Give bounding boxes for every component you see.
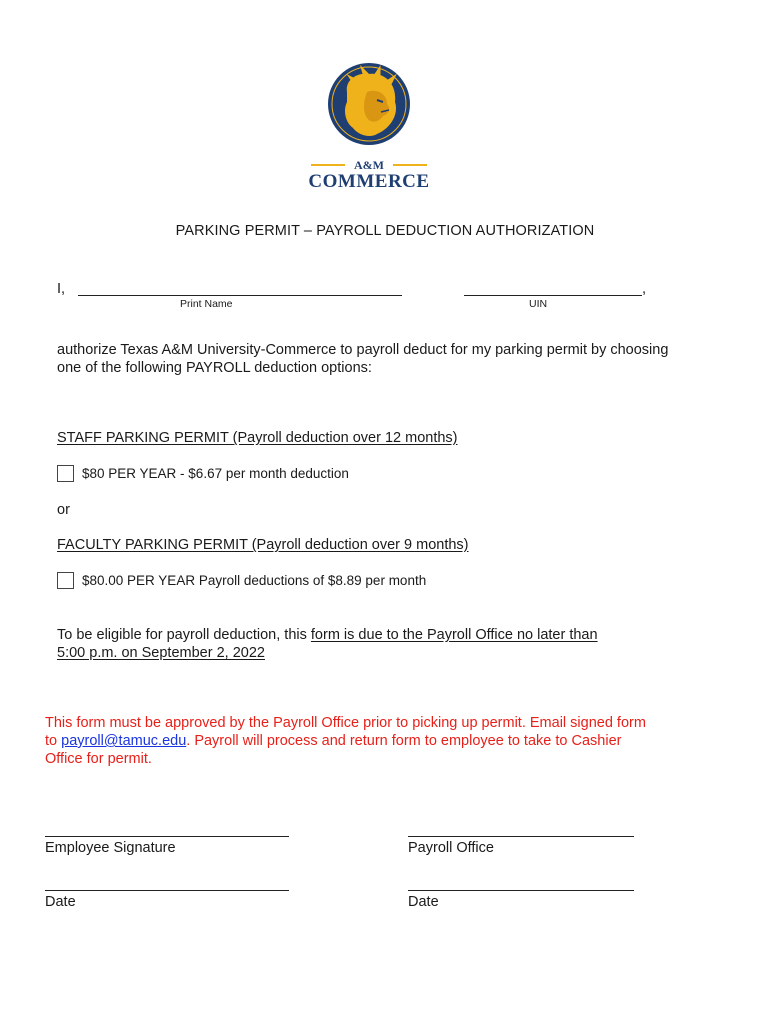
- authorize-line-2: one of the following PAYROLL deduction options:: [57, 360, 372, 376]
- print-name-field[interactable]: [78, 295, 402, 296]
- lion-seal-icon: [307, 62, 431, 192]
- employee-signature-label: Employee Signature: [45, 840, 176, 856]
- authorization-paragraph: [57, 341, 668, 377]
- faculty-option-checkbox[interactable]: [57, 572, 74, 589]
- wordmark-bottom: COMMERCE: [308, 171, 430, 192]
- payroll-date-field[interactable]: [408, 890, 634, 891]
- payroll-date-label: Date: [408, 894, 439, 910]
- staff-option-checkbox[interactable]: [57, 465, 74, 482]
- uin-label: UIN: [529, 298, 548, 310]
- employee-date-field[interactable]: [45, 890, 289, 891]
- university-logo: [307, 62, 431, 192]
- faculty-option-label: $80.00 PER YEAR Payroll deductions of $8.89 per month: [82, 573, 427, 588]
- approval-notice: [45, 714, 646, 768]
- eligibility-deadline-part1: form is due to the Payroll Office no later than: [310, 627, 598, 643]
- uin-field[interactable]: [464, 295, 642, 296]
- payroll-office-field[interactable]: [408, 836, 634, 837]
- notice-line-3: Office for permit.: [45, 751, 152, 767]
- staff-heading: STAFF PARKING PERMIT (Payroll deduction over 12 months): [57, 430, 458, 446]
- uin-comma: ,: [642, 281, 647, 297]
- notice-to: to: [45, 733, 62, 749]
- i-prefix: I,: [57, 281, 66, 297]
- staff-option-label: $80 PER YEAR - $6.67 per month deduction: [82, 466, 349, 481]
- eligibility-prefix: To be eligible for payroll deduction, this: [57, 627, 311, 643]
- faculty-heading: FACULTY PARKING PERMIT (Payroll deduction over 9 months): [57, 537, 469, 553]
- eligibility-paragraph: [57, 626, 598, 662]
- print-name-label: Print Name: [180, 298, 233, 310]
- wordmark-top: A&M: [354, 158, 384, 172]
- form-title: PARKING PERMIT – PAYROLL DEDUCTION AUTHORIZATION: [175, 223, 595, 239]
- employee-date-label: Date: [45, 894, 76, 910]
- notice-line-1: This form must be approved by the Payroll Office prior to picking up permit. Email signed form: [45, 715, 646, 731]
- or-text: or: [57, 502, 70, 518]
- eligibility-deadline-part2: 5:00 p.m. on September 2, 2022: [57, 645, 265, 661]
- authorize-line-1: authorize Texas A&M University-Commerce to payroll deduct for my parking permit by choosing: [57, 342, 669, 358]
- payroll-office-label: Payroll Office: [408, 840, 494, 856]
- payroll-email-link[interactable]: payroll@tamuc.edu: [61, 733, 187, 749]
- employee-signature-field[interactable]: [45, 836, 289, 837]
- notice-line-2: . Payroll will process and return form to employee to take to Cashier: [186, 733, 622, 749]
